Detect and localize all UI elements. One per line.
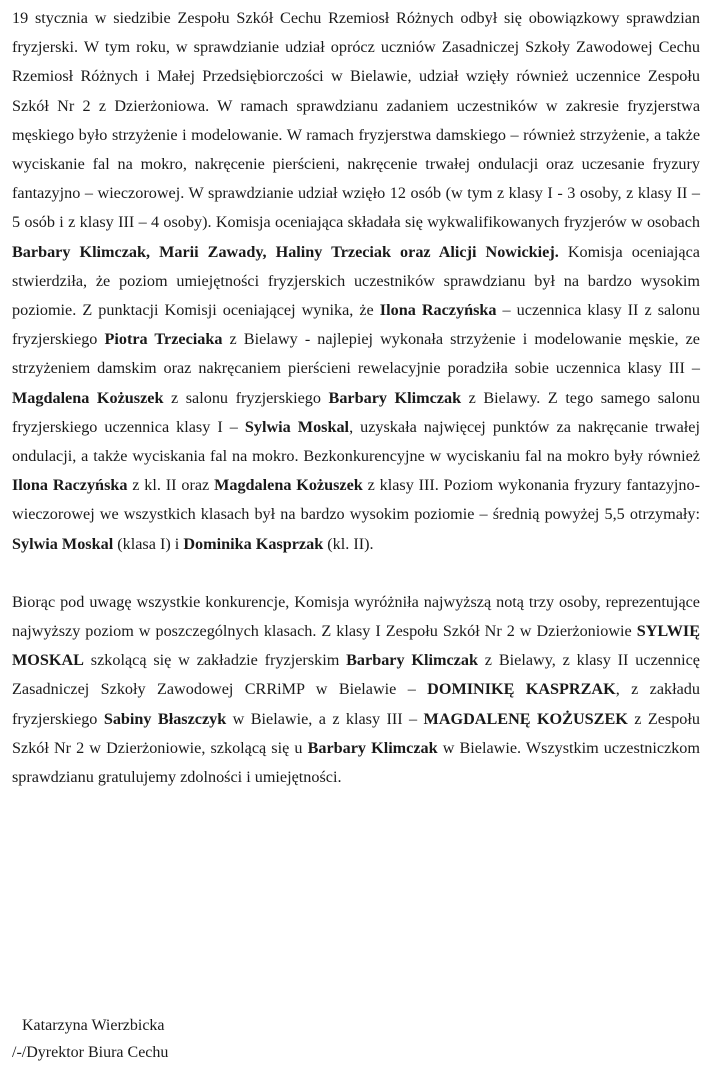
- bold-text-run: Magdalena Kożuszek: [12, 388, 164, 407]
- text-run: w Bielawie, a z klasy III –: [226, 709, 424, 728]
- text-run: , z zakładu fryzjerskiego: [12, 680, 700, 728]
- text-run: z Bielawy. Z tego samego salonu fryzjerskiego uczennica klasy I –: [12, 388, 701, 436]
- document-body: [12, 4, 700, 792]
- signature-title: /-/Dyrektor Biura Cechu: [12, 1044, 169, 1061]
- text-run: z kl. II oraz: [127, 476, 215, 495]
- bold-text-run: Sylwia Moskal: [12, 534, 114, 553]
- bold-text-run: SYLWIĘ MOSKAL: [12, 622, 700, 670]
- bold-text-run: Ilona Raczyńska: [379, 301, 497, 320]
- text-run: z salonu fryzjerskiego: [163, 388, 329, 407]
- bold-text-run: Dominika Kasprzak: [183, 534, 324, 553]
- signature-name: Katarzyna Wierzbicka: [22, 1017, 165, 1034]
- text-run: 19 stycznia w siedzibie Zespołu Szkół Cechu Rzemiosł Różnych odbył się obowiązkowy sprawdzian fryzjerski. W tym roku, w sprawdzianie udział oprócz uczniów Zasadniczej Szkoły Zawodowej Cechu Rzemiosł Różnych i Małej Przedsiębiorczości w Bielawie, udział wzięły również uczennice Zespołu Szkół Nr 2 z Dzierżoniowa. W ramach sprawdzianu zadaniem uczestników w zakresie fryzjerstwa męskiego było strzyżenie i modelowanie. W ramach fryzjerstwa damskiego – również strzyżenie, a także wyciskanie fal na mokro, nakręcenie pierścieni, nakręcenie trwałej ondulacji oraz uczesanie fryzury fantazyjno – wieczorowej. W sprawdzianie udział wzięło 12 osób (w tym z klasy I - 3 osoby, z klasy II – 5 osób i z klasy III – 4 osoby). Komisja oceniająca składała się wykwalifikowanych fryzjerów w osobach: [12, 9, 700, 232]
- text-run: – uczennica klasy II z salonu fryzjerskiego: [12, 301, 700, 349]
- bold-text-run: Piotra Trzeciaka: [104, 330, 223, 349]
- text-run: (klasa I) i: [113, 534, 184, 553]
- text-run: szkolącą się w zakładzie fryzjerskim: [83, 651, 347, 670]
- text-run: Komisja oceniająca stwierdziła, że poziom umiejętności fryzjerskich uczestników sprawdzianu był na bardzo wysokim poziomie. Z punktacji Komisji oceniającej wynika, że: [12, 242, 700, 320]
- bold-text-run: Barbary Klimczak, Marii Zawady, Haliny Trzeciak oraz Alicji Nowickiej.: [12, 242, 559, 261]
- bold-text-run: Sylwia Moskal: [244, 417, 350, 436]
- bold-text-run: MAGDALENĘ KOŻUSZEK: [423, 709, 628, 728]
- bold-text-run: Sabiny Błaszczyk: [103, 709, 227, 728]
- text-run: w Bielawie. Wszystkim uczestniczkom sprawdzianu gratulujemy zdolności i umiejętności.: [12, 738, 700, 787]
- text-run: z Bielawy, z klasy II uczennicę Zasadniczej Szkoły Zawodowej CRRiMP w Bielawie –: [12, 651, 700, 699]
- bold-text-run: Magdalena Kożuszek: [214, 476, 363, 495]
- text-run: , uzyskała najwięcej punktów za nakręcanie trwałej ondulacji, a także wyciskania fal na mokro. Bezkonkurencyjne w wyciskaniu fal na mokro były również: [12, 417, 700, 466]
- paragraph-awards: [12, 588, 700, 792]
- text-run: (kl. II).: [323, 534, 374, 553]
- text-run: z Bielawy - najlepiej wykonała strzyżenie i modelowanie męskie, ze strzyżeniem damskim oraz nakręcaniem pierścieni rewelacyjnie poradziła sobie uczennica klasy III –: [12, 330, 700, 378]
- bold-text-run: DOMINIKĘ KASPRZAK: [427, 680, 616, 699]
- bold-text-run: Barbary Klimczak: [346, 651, 478, 670]
- paragraph-report: [12, 4, 700, 559]
- text-run: Biorąc pod uwagę wszystkie konkurencje, Komisja wyróżniła najwyższą notą trzy osoby, reprezentujące najwyższy poziom w poszczególnych klasach. Z klasy I Zespołu Szkół Nr 2 w Dzierżoniowie: [12, 592, 700, 641]
- bold-text-run: Ilona Raczyńska: [12, 476, 128, 495]
- text-run: z Zespołu Szkół Nr 2 w Dzierżoniowie, szkolącą się u: [12, 709, 700, 757]
- bold-text-run: Barbary Klimczak: [328, 388, 462, 407]
- text-run: z klasy III. Poziom wykonania fryzury fantazyjno-wieczorowej we wszystkich klasach był na bardzo wysokim poziomie – średnią powyżej 5,5 otrzymały:: [12, 476, 700, 524]
- bold-text-run: Barbary Klimczak: [307, 738, 438, 757]
